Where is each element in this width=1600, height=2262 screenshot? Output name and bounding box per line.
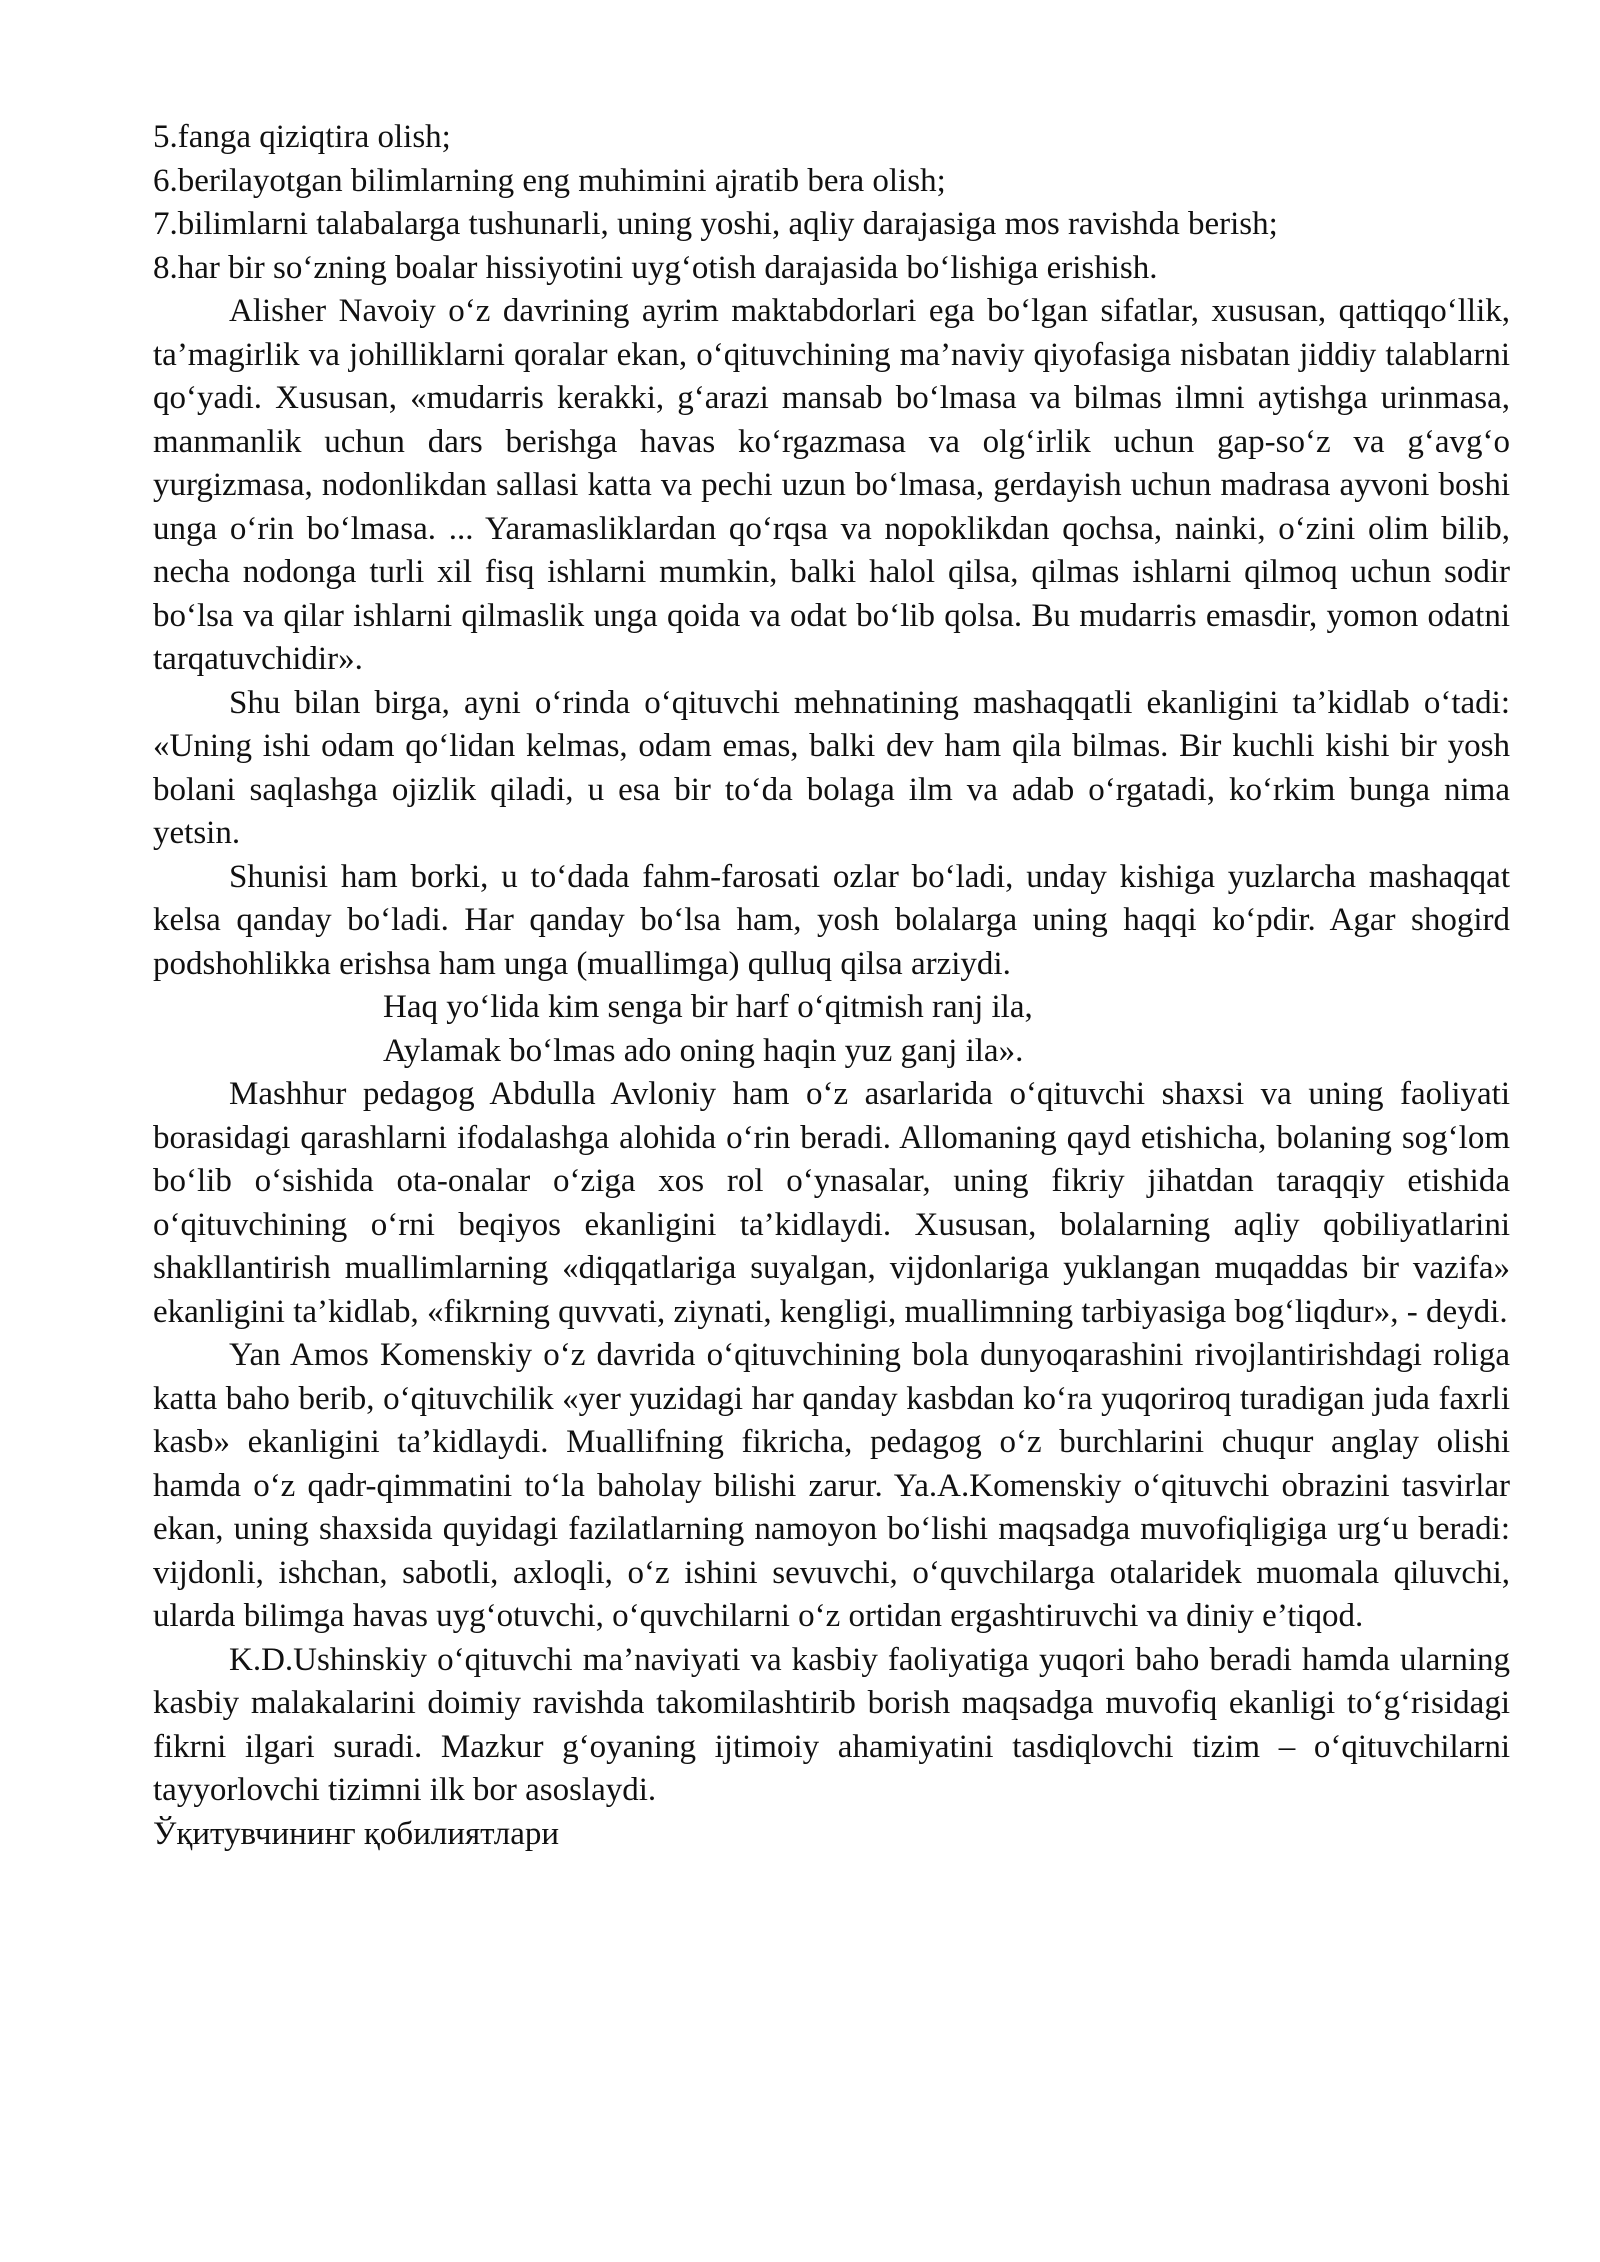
verse-line: Aylamak bo‘lmas ado oning haqin yuz ganj ila».	[383, 1032, 1024, 1069]
list-item: 7.bilimlarni talabalarga tushunarli, uning yoshi, aqliy darajasiga mos ravishda berish;	[153, 206, 1278, 242]
paragraph-komenskiy: Yan Amos Komenskiy o‘z davrida o‘qituvchining bola dunyoqarashini rivojlantirishdagi roliga katta baho berib, o‘qituvchilik «yer yuzidagi har qanday kasbdan ko‘ra yuqoriroq turadigan juda faxrli kasb» ekanligini ta’kidlaydi. Muallifning fikricha, pedagog o‘z burchlarini chuqur anglay olishi hamda o‘z qadr-qimmatini to‘la baholay bilishi zarur. Ya.A.Komenskiy o‘qituvchi obrazini tasvirlar ekan, uning shaxsida quyidagi fazilatlarning namoyon bo‘lishi maqsadga muvofiqligiga urg‘u beradi: vijdonli, ishchan, sabotli, axloqli, o‘z ishini sevuvchi, o‘quvchilarga otalaridek muomala qiluvchi, ularda bilimga havas uyg‘otuvchi, o‘quvchilarni o‘z ortidan ergashtiruvchi va diniy e’tiqod.	[153, 1337, 1510, 1634]
list-item: 8.har bir so‘zning boalar hissiyotini uyg‘otish darajasida bo‘lishiga erishish.	[153, 249, 1158, 286]
paragraph-teacher-labor: Shu bilan birga, ayni o‘rinda o‘qituvchi mehnatining mashaqqatli ekanligini ta’kidlab o‘tadi: «Uning ishi odam qo‘lidan kelmas, odam emas, balki dev ham qila bilmas. Bir kuchli kishi bir yosh bolani saqlashga ojizlik qiladi, u esa bir to‘da bolaga ilm va adab o‘rgatadi, ko‘rkim bunga nima yetsin.	[153, 684, 1510, 851]
list-item: 5.fanga qiziqtira olish;	[153, 119, 451, 155]
section-heading: Ўқитувчининг қобилиятлари	[153, 1815, 560, 1852]
verse-line: Haq yo‘lida kim senga bir harf o‘qitmish ranj ila,	[383, 989, 1033, 1025]
paragraph-ushinskiy: K.D.Ushinskiy o‘qituvchi ma’naviyati va kasbiy faoliyatiga yuqori baho beradi hamda ularning kasbiy malakalarini doimiy ravishda takomilashtirib borish maqsadga muvofiq ekanligi to‘g‘risidagi fikrni ilgari suradi. Mazkur g‘oyaning ijtimoiy ahamiyatini tasdiqlovchi tizim – o‘qituvchilarni tayyorlovchi tizimni ilk bor asoslaydi.	[153, 1641, 1510, 1808]
paragraph-student-duty: Shunisi ham borki, u to‘dada fahm-farosati ozlar bo‘ladi, unday kishiga yuzlarcha mashaqqat kelsa qanday bo‘ladi. Har qanday bo‘lsa ham, yosh bolalarga uning haqqi ko‘pdir. Agar shogird podshohlikka erishsa ham unga (muallimga) qulluq qilsa arziydi.	[153, 858, 1510, 982]
list-item: 6.berilayotgan bilimlarning eng muhimini ajratib bera olish;	[153, 162, 946, 199]
paragraph-avloniy: Mashhur pedagog Abdulla Avloniy ham o‘z asarlarida o‘qituvchi shaxsi va uning faoliyati borasidagi qarashlarni ifodalashga alohida o‘rin beradi. Allomaning qayd etishicha, bolaning sog‘lom bo‘lib o‘sishida ota-onalar o‘ziga xos rol o‘ynasalar, uning fikriy jihatdan taraqqiy etishida o‘qituvchining o‘rni beqiyos ekanligini ta’kidlaydi. Xususan, bolalarning aqliy qobiliyatlarini shakllantirish muallimlarning «diqqatlariga suyalgan, vijdonlariga yuklangan muqaddas bir vazifa» ekanligini ta’kidlab, «fikrning quvvati, ziynati, kengligi, muallimning tarbiyasiga bog‘liqdur», - deydi.	[153, 1076, 1510, 1330]
paragraph-navoiy: Alisher Navoiy o‘z davrining ayrim maktabdorlari ega bo‘lgan sifatlar, xususan, qattiqqo‘llik, ta’magirlik va johilliklarni qoralar ekan, o‘qituvchining ma’naviy qiyofasiga nisbatan jiddiy talablarni qo‘yadi. Xususan, «mudarris kerakki, g‘arazi mansab bo‘lmasa va bilmas ilmni aytishga urinmasa, manmanlik uchun dars berishga havas ko‘rgazmasa va olg‘irlik uchun gap-so‘z va g‘avg‘o yurgizmasa, nodonlikdan sallasi katta va pechi uzun bo‘lmasa, gerdayish uchun madrasa ayvoni boshi unga o‘rin bo‘lmasa. ... Yaramasliklardan qo‘rqsa va nopoklikdan qochsa, nainki, o‘zini olim bilib, necha nodonga turli xil fisq ishlarni mumkin, balki halol qilsa, qilmas ishlarni qilmoq uchun sodir bo‘lsa va qilar ishlarni qilmaslik unga qoida va odat bo‘lib qolsa. Bu mudarris emasdir, yomon odatni tarqatuvchidir».	[153, 293, 1510, 677]
document-page	[153, 116, 1510, 1856]
